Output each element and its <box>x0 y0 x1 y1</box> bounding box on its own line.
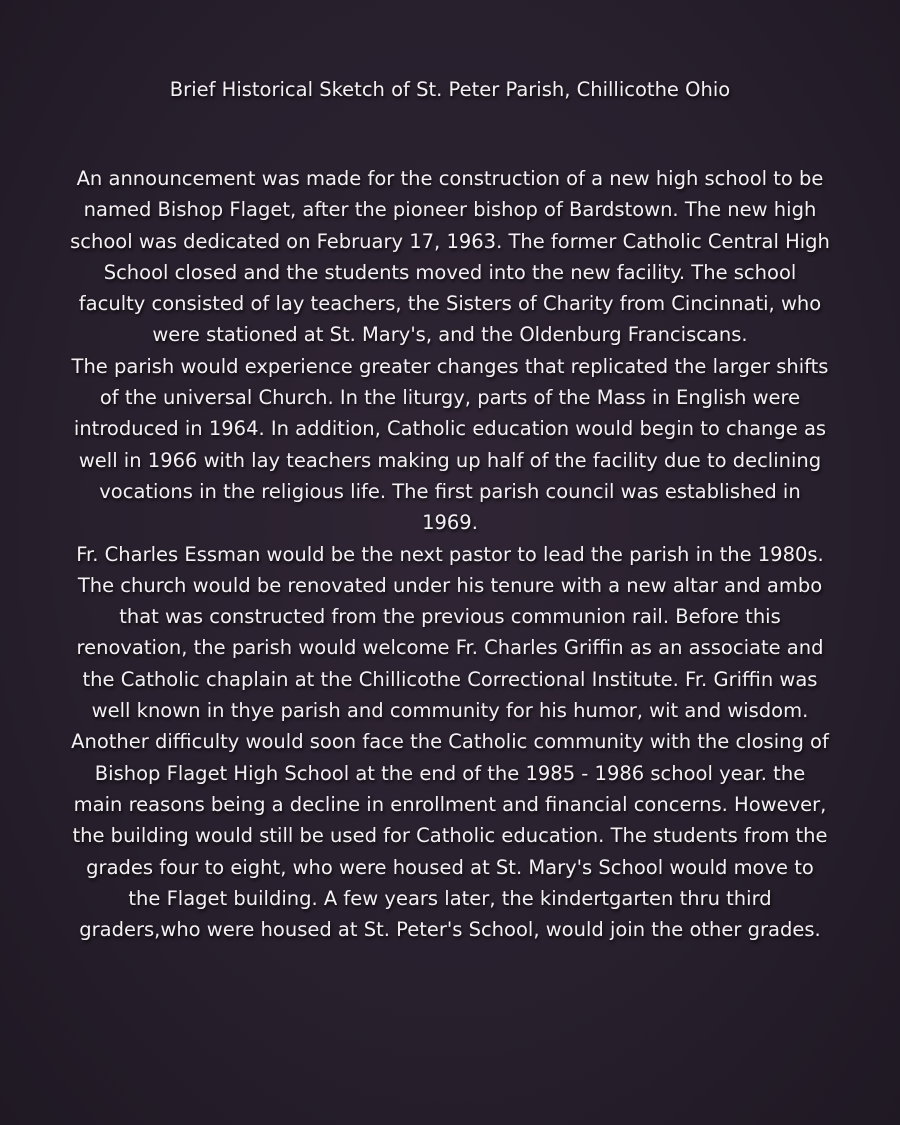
paragraph-fr-essman: Fr. Charles Essman would be the next pastor to lead the parish in the 1980s. The church would be renovated under his tenure with a new altar and ambo that was constructed from the previous communion rail. Before this renovation, the parish would welcome Fr. Charles Griffin as an associate and the Catholic chaplain at the Chillicothe Correctional Institute. Fr. Griffin was well known in thye parish and community for his humor, wit and wisdom. <box>76 542 824 723</box>
paragraph-flaget-high-school: An announcement was made for the construction of a new high school to be named Bishop Flaget, after the pioneer bishop of Bardstown. The new high school was dedicated on February 17, 1963. The former Catholic Central High School closed and the students moved into the new facility. The school faculty consisted of lay teachers, the Sisters of Charity from Cincinnati, who were stationed at St. Mary's, and the Oldenburg Franciscans. <box>70 167 830 347</box>
paragraph-flaget-closing: Another difficulty would soon face the Catholic community with the closing of Bishop Flaget High School at the end of the 1985 - 1986 school year. the main reasons being a decline in enrollment and financial concerns. However, the building would still be used for Catholic education. The students from the grades four to eight, who were housed at St. Mary's School would move to the Flaget building. A few years later, the kindertgarten thru third graders,who were housed at St. Peter's School, would join the other grades. <box>71 730 829 942</box>
document-body <box>70 163 830 945</box>
paragraph-parish-changes: The parish would experience greater changes that replicated the larger shifts of the universal Church. In the liturgy, parts of the Mass in English were introduced in 1964. In addition, Catholic education would begin to change as well in 1966 with lay teachers making up half of the facility due to declining vocations in the religious life. The first parish council was established in 1969. <box>71 354 829 535</box>
document-title: Brief Historical Sketch of St. Peter Parish, Chillicothe Ohio <box>169 78 731 101</box>
